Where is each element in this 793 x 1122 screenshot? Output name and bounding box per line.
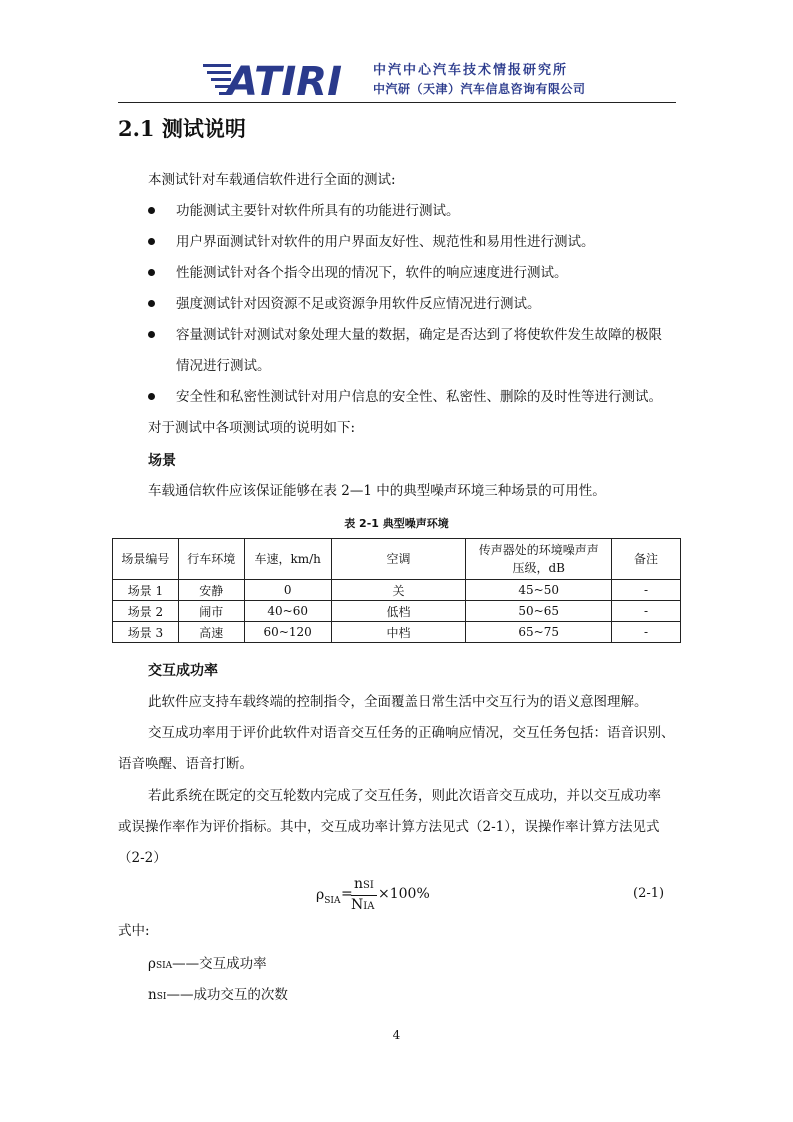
variable-definition: ρSIA——交互成功率	[148, 956, 267, 972]
column-header: 场景编号	[113, 539, 179, 580]
table-cell: 场景 3	[113, 622, 179, 643]
table-row	[113, 622, 681, 643]
table-caption: 表 2-1 典型噪声环境	[344, 517, 449, 530]
variable-definition: nSI——成功交互的次数	[148, 987, 288, 1003]
table-cell: 65~75	[466, 622, 612, 643]
bullet-item: 功能测试主要针对软件所具有的功能进行测试。	[176, 203, 460, 219]
table-cell: 关	[331, 580, 466, 601]
formula-numerator: nSI	[354, 876, 374, 892]
column-header: 备注	[612, 539, 681, 580]
table-row	[113, 580, 681, 601]
bullet-dot	[148, 238, 155, 245]
bullet-dot	[148, 207, 155, 214]
bullet-item-continuation: 情况进行测试。	[176, 358, 271, 374]
interaction-paragraph-continuation: 语音唤醒、语音打断。	[118, 756, 253, 772]
bullet-dot	[148, 331, 155, 338]
table-cell: -	[612, 601, 681, 622]
table-cell: 场景 2	[113, 601, 179, 622]
bullet-dot	[148, 300, 155, 307]
formula-label: (2-1)	[633, 886, 665, 901]
formula-equals: =	[341, 886, 353, 902]
interaction-heading: 交互成功率	[148, 663, 218, 679]
table-cell: 高速	[178, 622, 244, 643]
table-row	[113, 601, 681, 622]
section-title: 2.1 测试说明	[118, 116, 246, 141]
header-divider	[118, 102, 676, 103]
scene-heading: 场景	[148, 453, 176, 469]
org-name-secondary: 中汽研（天津）汽车信息咨询有限公司	[373, 82, 586, 96]
formula-lhs: $\rho_{SIA}$	[316, 887, 341, 906]
org-name-primary: 中汽中心汽车技术情报研究所	[373, 63, 569, 78]
column-header: 行车环境	[178, 539, 244, 580]
bullet-item: 性能测试针对各个指令出现的情况下，软件的响应速度进行测试。	[176, 265, 568, 281]
interaction-paragraph: 此软件应支持车载终端的控制指令，全面覆盖日常生活中交互行为的语义意图理解。	[148, 694, 648, 710]
table-cell: -	[612, 580, 681, 601]
bullet-item: 强度测试针对因资源不足或资源争用软件反应情况进行测试。	[176, 296, 541, 312]
table-cell: 低档	[331, 601, 466, 622]
atiri-logo	[203, 58, 365, 98]
table-cell: 闹市	[178, 601, 244, 622]
table-cell: 50~65	[466, 601, 612, 622]
table-cell: 40~60	[244, 601, 331, 622]
scene-paragraph: 车载通信软件应该保证能够在表 2—1 中的典型噪声环境三种场景的可用性。	[148, 483, 606, 499]
logo-graphic	[203, 58, 365, 98]
bullet-dot	[148, 269, 155, 276]
table-cell: 45~50	[466, 580, 612, 601]
interaction-paragraph: 交互成功率用于评价此软件对语音交互任务的正确响应情况，交互任务包括：语音识别、	[148, 725, 675, 741]
description-intro: 对于测试中各项测试项的说明如下:	[148, 420, 356, 436]
column-header: 空调	[331, 539, 466, 580]
bullet-item: 用户界面测试针对软件的用户界面友好性、规范性和易用性进行测试。	[176, 234, 595, 250]
table-cell: 60~120	[244, 622, 331, 643]
bullet-dot	[148, 393, 155, 400]
interaction-paragraph: 若此系统在既定的交互轮数内完成了交互任务，则此次语音交互成功，并以交互成功率	[148, 788, 661, 804]
interaction-paragraph-continuation: （2-2）	[118, 850, 167, 866]
noise-environment-table	[112, 538, 681, 643]
formula-denominator: NIA	[351, 897, 375, 913]
intro-paragraph: 本测试针对车载通信软件进行全面的测试:	[148, 172, 396, 188]
fraction-bar	[351, 895, 377, 896]
page-number: 4	[392, 1028, 401, 1042]
table-cell: 场景 1	[113, 580, 179, 601]
column-header: 传声器处的环境噪声声压级，dB	[466, 539, 612, 580]
bullet-item: 容量测试针对测试对象处理大量的数据，确定是否达到了将使软件发生故障的极限	[176, 327, 662, 343]
table-header-row	[113, 539, 681, 580]
table-cell: 安静	[178, 580, 244, 601]
logo-text: ATIRI	[227, 59, 342, 98]
interaction-paragraph-continuation: 或误操作率作为评价指标。其中，交互成功率计算方法见式（2-1），误操作率计算方法见式	[118, 819, 660, 835]
formula-multiplier: ×100%	[378, 886, 430, 902]
table-cell: 中档	[331, 622, 466, 643]
where-label: 式中:	[118, 923, 150, 939]
bullet-item: 安全性和私密性测试针对用户信息的安全性、私密性、删除的及时性等进行测试。	[176, 389, 662, 405]
table-cell: 0	[244, 580, 331, 601]
table-cell: -	[612, 622, 681, 643]
column-header: 车速，km/h	[244, 539, 331, 580]
